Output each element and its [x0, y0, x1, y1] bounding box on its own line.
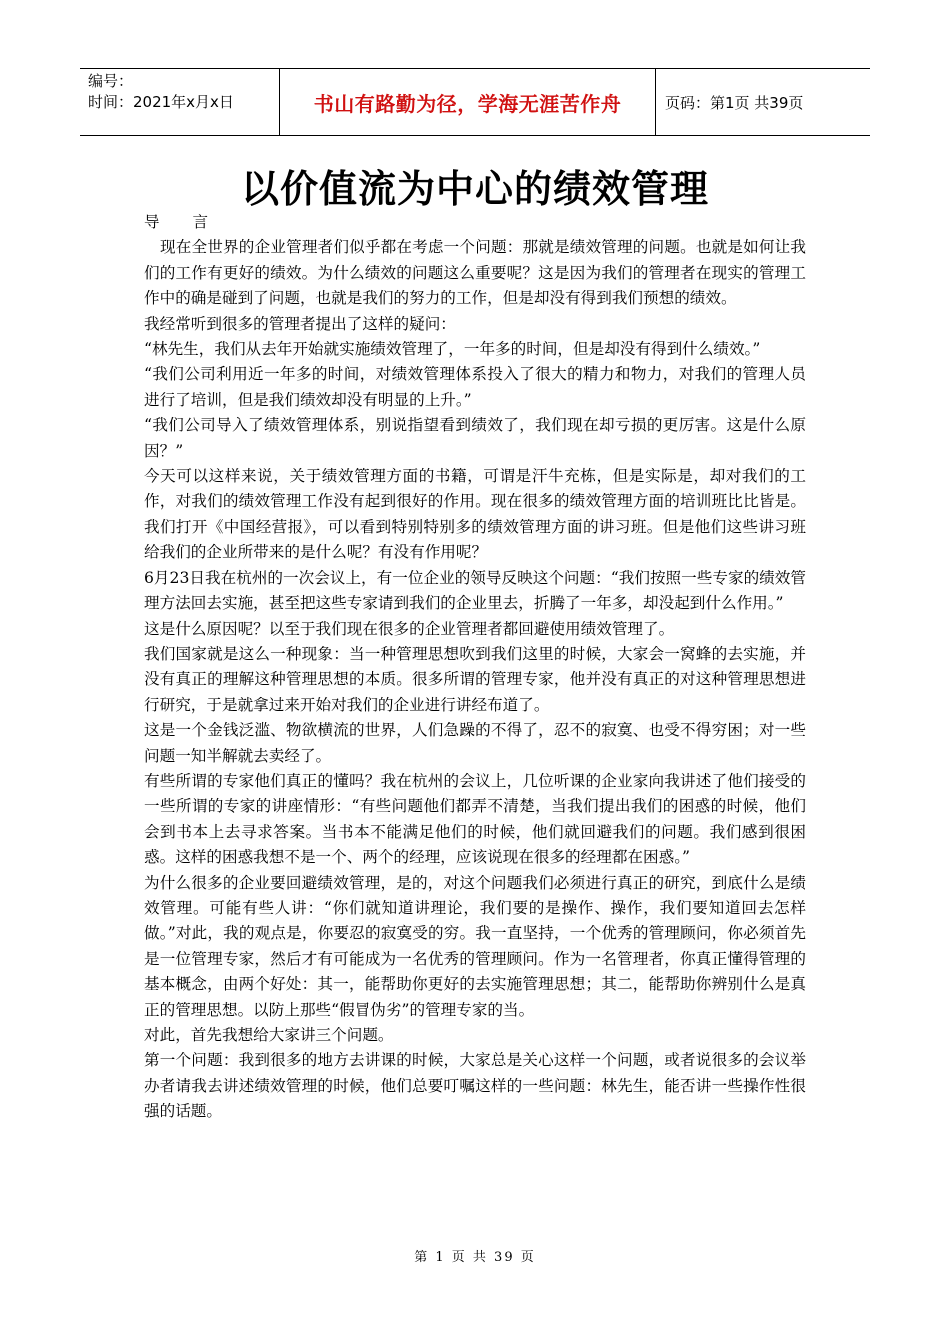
paragraph: 有些所谓的专家他们真正的懂吗？我在杭州的会议上，几位听课的企业家向我讲述了他们接受的一些所谓的专家的讲座情形：“有些问题他们都弄不清楚，当我们提出我们的困惑的时候，他们会到书本上去寻求答案。当书本不能满足他们的时候，他们就回避我们的问题。我们感到很困惑。这样的困惑我想不是一个、两个的经理，应该说现在很多的经理都在困惑。” [144, 771, 806, 867]
header-motto: 书山有路勤为径，学海无涯苦作舟 [280, 69, 656, 135]
document-body [144, 210, 806, 1125]
paragraph: 现在全世界的企业管理者们似乎都在考虑一个问题：那就是绩效管理的问题。也就是如何让我们的工作有更好的绩效。为什么绩效的问题这么重要呢？这是因为我们的管理者在现实的管理工作中的确是碰到了问题，也就是我们的努力的工作，但是却没有得到我们预想的绩效。 [144, 238, 806, 308]
page-footer: 第 1 页 共 39 页 [414, 1250, 536, 1265]
document-number: 编号： [88, 72, 134, 90]
paragraph: 这是一个金钱泛滥、物欲横流的世界，人们急躁的不得了，忍不的寂寞、也受不得穷困；对一些问题一知半解就去卖经了。 [144, 721, 806, 765]
paragraph: 这是什么原因呢？以至于我们现在很多的企业管理者都回避使用绩效管理了。 [144, 619, 675, 638]
paragraph: 第一个问题：我到很多的地方去讲课的时候，大家总是关心这样一个问题，或者说很多的会议举办者请我去讲述绩效管理的时候，他们总要叮嘱这样的一些问题：林先生，能否讲一些操作性很强的话题。 [144, 1051, 806, 1121]
paragraph: 今天可以这样来说，关于绩效管理方面的书籍，可谓是汗牛充栋，但是实际是，却对我们的工作，对我们的绩效管理工作没有起到很好的作用。现在很多的绩效管理方面的培训班比比皆是。我们打开《中国经营报》，可以看到特别特别多的绩效管理方面的讲习班。但是他们这些讲习班给我们的企业所带来的是什么呢？有没有作用呢？ [144, 467, 806, 562]
intro-heading: 导 言 [144, 213, 223, 231]
header-meta [80, 69, 280, 135]
paragraph: 为什么很多的企业要回避绩效管理，是的，对这个问题我们必须进行真正的研究，到底什么是绩效管理。可能有些人讲：“你们就知道讲理论，我们要的是操作、操作，我们要知道回去怎样做。”对此，我的观点是，你要忍的寂寞受的穷。我一直坚持，一个优秀的管理顾问，你必须首先是一位管理专家，然后才有可能成为一名优秀的管理顾问。作为一名管理者，你真正懂得管理的基本概念，由两个好处：其一，能帮助你更好的去实施管理思想；其二，能帮助你辨别什么是真正的管理思想。以防上那些“假冒伪劣”的管理专家的当。 [144, 873, 806, 1019]
paragraph: “我们公司利用近一年多的时间，对绩效管理体系投入了很大的精力和物力，对我们的管理人员进行了培训，但是我们绩效却没有明显的上升。” [144, 365, 806, 409]
paragraph: 6月23日我在杭州的一次会议上，有一位企业的领导反映这个问题：“我们按照一些专家的绩效管理方法回去实施，甚至把这些专家请到我们的企业里去，折腾了一年多，却没起到什么作用。” [144, 568, 806, 613]
paragraph: “林先生，我们从去年开始就实施绩效管理了，一年多的时间，但是却没有得到什么绩效。” [144, 340, 761, 359]
header-page-info: 页码：第1页 共39页 [665, 93, 804, 112]
paragraph: 对此，首先我想给大家讲三个问题。 [144, 1026, 394, 1044]
document-title: 以价值流为中心的绩效管理 [240, 167, 709, 211]
paragraph: 我经常听到很多的管理者提出了这样的疑问： [144, 314, 456, 333]
paragraph: “我们公司导入了绩效管理体系，别说指望看到绩效了，我们现在却亏损的更厉害。这是什么原因？” [144, 416, 806, 460]
page-header [80, 68, 870, 136]
document-time: 时间：2021年x月x日 [88, 93, 234, 111]
paragraph: 我们国家就是这么一种现象：当一种管理思想吹到我们这里的时候，大家会一窝蜂的去实施，并没有真正的理解这种管理思想的本质。很多所谓的管理专家，他并没有真正的对这种管理思想进行研究，于是就拿过来开始对我们的企业进行讲经布道了。 [144, 644, 806, 714]
